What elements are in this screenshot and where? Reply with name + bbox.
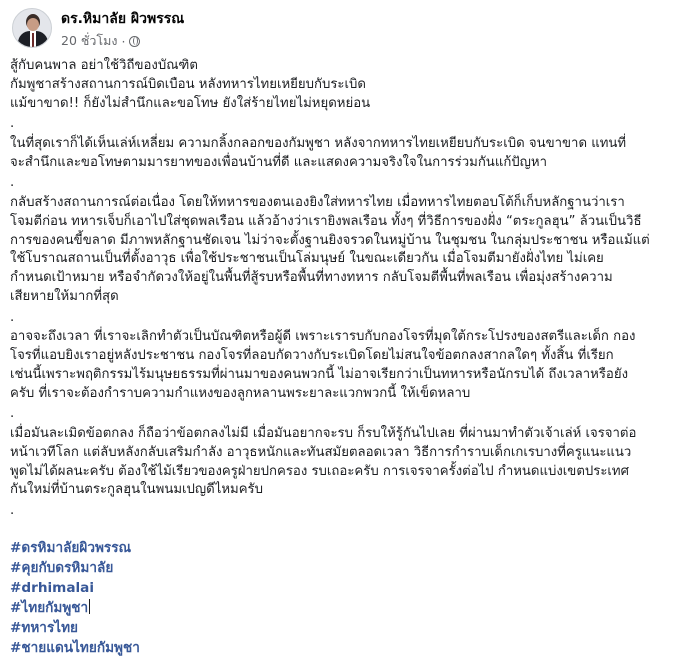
avatar-tie: [32, 33, 34, 47]
post-time[interactable]: 20 ชั่วโมง: [61, 33, 118, 48]
hashtag-text: #ดรหิมาลัยผิวพรรณ: [10, 540, 132, 556]
text-line: การของคนขี้ขลาด มีภาพหลักฐานชัดเจน ไม่ว่าจะตั้งฐานยิงจรวดในหมู่บ้าน ในชุมชน ในกลุ่มประชาชน หรือแม้แต่: [10, 232, 650, 248]
hashtag-text: #ไทยกัมพูชา: [10, 600, 89, 616]
text-line: .: [10, 175, 15, 191]
author-name[interactable]: ดร.หิมาลัย ผิวพรรณ: [61, 11, 185, 27]
post-meta: [61, 31, 140, 51]
hashtag-text: #ทหารไทย: [10, 620, 79, 636]
paragraph-separator: [10, 113, 695, 135]
post-paragraph: [10, 194, 695, 307]
text-line: อาจจะถึงเวลา ที่เราจะเลิกทำตัวเป็นบัณฑิตหรือผู้ดี เพราะเรารบกับกองโจรที่มุดใต้กระโปรงของสตรีและเด็ก กอง: [10, 329, 636, 345]
paragraph-separator: [10, 307, 695, 329]
text-line: ใช้โบราณสถานเป็นที่ตั้งอาวุธ เพื่อใช้ประชาชนเป็นโล่มนุษย์ ในขณะเดียวกัน เมื่อโจมตีมายังฝั่งไทย ไม่เคย: [10, 251, 604, 267]
globe-icon[interactable]: [129, 36, 140, 47]
text-line: เมื่อมันละเมิดข้อตกลง ก็ถือว่าข้อตกลงไม่มี เมื่อมันอยากจะรบ ก็รบให้รู้กันไปเลย ที่ผ่านมาทำตัวเจ้าเล่ห์ เจรจาต่อ: [10, 425, 637, 441]
hashtag-text: #drhimalai: [10, 580, 94, 596]
post-paragraph: [10, 425, 695, 500]
text-line: กำหนดเป้าหมาย หรือจำกัดวงให้อยู่ในพื้นที่สู้รบหรือพื้นที่ทางทหาร กลับโจมตีพื้นที่พลเรือน เพื่อมุ่งสร้างความ: [10, 270, 613, 286]
text-line: โจมตีก่อน ทหารเจ็บก็เอาไปใส่ชุดพลเรือน แล้วอ้างว่าเรายิงพลเรือน ทั้งๆ ที่วิธีการของฝั่ง “ตระกูลฮุน” ล้วนเป็นวิธี: [10, 213, 642, 229]
hashtag-link[interactable]: [10, 618, 140, 638]
hashtag-link[interactable]: [10, 638, 140, 658]
text-line: กัมพูชาสร้างสถานการณ์บิดเบือน หลังทหารไทยเหยียบกับระเบิด: [10, 76, 366, 92]
text-line: เสียหายให้มากที่สุด: [10, 288, 119, 304]
paragraph-separator: [10, 172, 695, 194]
hashtag-text: #คุยกับดรหิมาลัย: [10, 560, 114, 576]
text-line: จะสำนึกและขอโทษตามมารยาทของเพื่อนบ้านที่ดี และแสดงความจริงใจในการร่วมกันแก้ปัญหา: [10, 154, 548, 170]
text-line: .: [10, 309, 15, 325]
text-line: เช่นนี้เพราะพฤติกรรมไร้มนุษยธรรมที่ผ่านมาของคนพวกนี้ ไม่อาจเรียกว่าเป็นทหารหรือนักรบได้ ถึงเวลาหรือยัง: [10, 366, 629, 382]
author-avatar[interactable]: [12, 8, 52, 48]
post-paragraph: [10, 328, 695, 403]
hashtag-link[interactable]: [10, 578, 140, 598]
hashtag-link[interactable]: [10, 598, 140, 618]
text-line: .: [10, 503, 15, 519]
text-line: .: [10, 116, 15, 132]
text-line: .: [10, 406, 15, 422]
text-line: ในที่สุดเราก็ได้เห็นเล่ห์เหลี่ยม ความกลิ้งกลอกของกัมพูชา หลังจากทหารไทยเหยียบกับระเบิด จนขาขาด แทนที่: [10, 135, 627, 151]
hashtag-list: [10, 538, 140, 658]
text-cursor: [89, 599, 90, 614]
meta-separator: ·: [121, 33, 126, 49]
text-line: สู้กับคนพาล อย่าใช้วิถีของบัณฑิต: [10, 58, 198, 73]
text-line: ครับ ที่เราจะต้องกำราบความกำแหงของลูกหลานพระยาละแวกพวกนี้ ให้เข็ดหลาบ: [10, 385, 471, 401]
hashtag-text: #ชายแดนไทยกัมพูชา: [10, 640, 140, 656]
paragraph-separator: [10, 500, 695, 522]
hashtag-link[interactable]: [10, 538, 140, 558]
text-line: กันใหม่ที่บ้านตระกูลฮุนในพนมเปญดีไหมครับ: [10, 482, 263, 498]
post-body: [10, 57, 695, 522]
avatar-face: [27, 18, 39, 31]
hashtag-link[interactable]: [10, 558, 140, 578]
paragraph-separator: [10, 403, 695, 425]
text-line: หน้าเวทีโลก แต่ลับหลังกลับเสริมกำลัง อาวุธหนักและทันสมัยตลอดเวลา วิธีการกำราบเด็กเกเรบางที่ครูแนะแนว: [10, 444, 632, 460]
post-paragraph: [10, 135, 695, 173]
text-line: แม้ขาขาด!! ก็ยังไม่สำนึกและขอโทษ ยังใส่ร้ายไทยไม่หยุดหย่อน: [10, 95, 371, 111]
text-line: พูดไม่ได้ผลนะครับ ต้องใช้ไม้เรียวของครูฝ่ายปกครอง รบเถอะครับ การเจรจาครั้งต่อไป กำหนดแบ่งเขตประเทศ: [10, 463, 629, 479]
text-line: โจรที่แอบยิงเราอยู่หลังประชาชน กองโจรที่ลอบกัดวางกับระเบิดโดยไม่สนใจข้อตกลงสากลใดๆ ทั้งสิ้น ที่เรียก: [10, 348, 614, 364]
post-paragraph: [10, 57, 695, 113]
text-line: กลับสร้างสถานการณ์ต่อเนื่อง โดยให้ทหารของตนเองยิงใส่ทหารไทย เมื่อทหารไทยตอบโต้ก็เก็บหลักฐานว่าเรา: [10, 194, 625, 210]
